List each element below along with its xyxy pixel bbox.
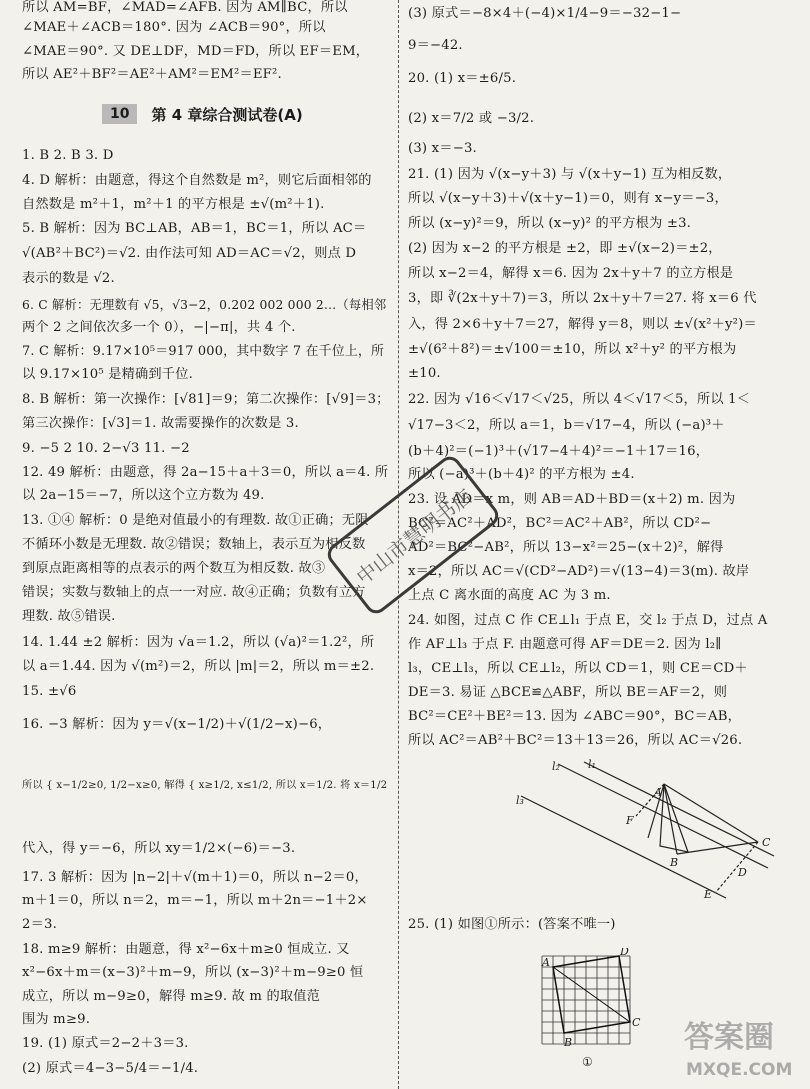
left-text-line: 14. 1.44 ±2 解析：因为 √a＝1.2，所以 (√a)²＝1.2²，所 bbox=[22, 635, 375, 650]
label-d: D bbox=[738, 866, 747, 879]
right-text-line: (2) x＝7/2 或 −3/2. bbox=[408, 111, 535, 126]
column-divider bbox=[398, 0, 399, 1089]
segment-bc bbox=[677, 842, 758, 854]
left-text-line: 所以 AM=BF，∠MAD=∠AFB. 因为 AM∥BC，所以 bbox=[22, 0, 348, 15]
line-l3 bbox=[521, 796, 726, 898]
left-text-line: 4. D 解析：由题意，得这个自然数是 m²，则它后面相邻的 bbox=[22, 173, 372, 188]
right-text-line: 上点 C 离水面的高度 AC 为 3 m. bbox=[408, 588, 611, 603]
right-text-line: 所以 x−2＝4，解得 x＝6. 因为 2x＋y＋7 的立方根是 bbox=[408, 266, 734, 281]
left-text-line: 15. ±√6 bbox=[22, 684, 77, 699]
left-text-line: 5. B 解析：因为 BC⊥AB，AB＝1，BC＝1，所以 AC＝ bbox=[22, 221, 367, 236]
left-text-line: 第三次操作：[√3]＝1. 故需要操作的次数是 3. bbox=[22, 416, 299, 431]
left-column bbox=[22, 0, 392, 1089]
grid-label-d: D bbox=[620, 948, 629, 958]
right-text-line: (2) 因为 x−2 的平方根是 ±2，即 ±√(x−2)＝±2， bbox=[408, 241, 722, 256]
label-l3: l₃ bbox=[516, 794, 524, 807]
right-text-line: BC²＝CE²＋BE²＝13. 因为 ∠ABC＝90°，BC＝AB， bbox=[408, 709, 741, 724]
label-c: C bbox=[762, 836, 771, 849]
left-text-line: √(AB²＋BC²)＝√2. 由作法可知 AD＝AC＝√2，则点 D bbox=[22, 246, 357, 261]
left-text-line: x²−6x＋m＝(x−3)²＋m−9，所以 (x−3)²＋m−9≥0 恒 bbox=[22, 965, 364, 980]
right-text-line: l₃，CE⊥l₃，所以 CE⊥l₂，所以 CD＝1，则 CE＝CD＋ bbox=[408, 661, 748, 676]
left-text-line: 6. C 解析：无理数有 √5，√3−2，0.202 002 000 2…（每相邻 bbox=[22, 298, 387, 312]
section-title: 第 4 章综合测试卷(A) bbox=[151, 105, 303, 124]
right-text-line: 3，即 ∛(2x＋y＋7)＝3，所以 2x＋y＋7＝27. 将 x＝6 代 bbox=[408, 291, 757, 306]
left-text-line: (2) 原式＝4−3−5/4＝−1/4. bbox=[22, 1061, 199, 1076]
segment-ab bbox=[664, 784, 677, 854]
watermark-url: MXQE.COM bbox=[686, 1060, 793, 1080]
right-text-line: (b＋4)²＝(−1)³＋(√17−4＋4)²＝−1＋17＝16， bbox=[408, 444, 710, 459]
section-number: 10 bbox=[102, 104, 137, 124]
right-text-line: 所以 (x−y)²＝9，所以 (x−y)² 的平方根为 ±3. bbox=[408, 216, 692, 231]
left-text-line: 以 a＝1.44. 因为 √(m²)＝2，所以 |m|＝2，所以 m＝±2. bbox=[22, 659, 375, 674]
right-text-line: 22. 因为 √16＜√17＜√25，所以 4＜√17＜5，所以 1＜ bbox=[408, 392, 751, 407]
right-text-line: 作 AF⊥l₃ 于点 F. 由题意可得 AF＝DE＝2. 因为 l₂∥ bbox=[408, 637, 722, 652]
label-l2: l₂ bbox=[552, 760, 560, 773]
grid-figure-q25 bbox=[536, 948, 644, 1080]
right-text-line: 所以 AC²＝AB²＋BC²＝13＋13＝26，所以 AC＝√26. bbox=[408, 733, 743, 748]
left-text-line: 两个 2 之间依次多一个 0），−|−π|，共 4 个. bbox=[22, 320, 296, 335]
right-text-line: 9＝−42. bbox=[408, 38, 463, 53]
left-text-line: 成立，所以 m−9≥0，解得 m≥9. 故 m 的取值范 bbox=[22, 989, 321, 1004]
right-text-line: ±√(6²＋8²)＝±√100＝±10，所以 x²＋y² 的平方根为 bbox=[408, 342, 737, 357]
left-text-line: 7. C 解析：9.17×10⁵＝917 000，其中数字 7 在千位上，所 bbox=[22, 344, 385, 359]
left-text-line: 9. −5 2 10. 2−√3 11. −2 bbox=[22, 441, 190, 456]
label-e: E bbox=[704, 888, 713, 901]
watermark-main: 答案圈 bbox=[684, 1020, 774, 1055]
left-text-line: 所以 { x−1/2≥0, 1/2−x≥0, 解得 { x≥1/2, x≤1/2, 所以 x＝1/2. 将 x＝1/2 bbox=[22, 780, 388, 791]
left-text-line: 13. ①④ 解析：0 是绝对值最小的有理数. 故①正确；无限 bbox=[22, 513, 369, 528]
right-text-line: 所以 √(x−y＋3)＋√(x＋y−1)＝0，则有 x−y＝−3， bbox=[408, 191, 728, 206]
right-text-line: 入，得 2×6＋y＋7＝27，解得 y＝8，则以 ±√(x²＋y²)＝ bbox=[408, 317, 757, 332]
right-column bbox=[408, 0, 793, 1089]
right-text-line: BC²＝AC²＋AD²，BC²＝AC²＋AB²，所以 CD²− bbox=[408, 516, 712, 531]
left-text-line: ∠MAE＝90°. 又 DE⊥DF，MD＝FD，所以 EF＝EM， bbox=[22, 44, 370, 59]
left-text-line: 以 9.17×10⁵ 是精确到千位. bbox=[22, 367, 193, 382]
right-text-line: (3) x＝−3. bbox=[408, 141, 477, 156]
geometry-figure-q24 bbox=[506, 756, 786, 902]
section-heading bbox=[102, 102, 303, 126]
right-text-line: 20. (1) x＝±6/5. bbox=[408, 71, 517, 86]
right-text-line: DE＝3. 易证 △BCE≌△ABF，所以 BE＝AF＝2，则 bbox=[408, 685, 728, 700]
left-text-line: 8. B 解析：第一次操作：[√81]＝9；第二次操作：[√9]＝3； bbox=[22, 392, 390, 407]
left-text-line: 19. (1) 原式＝2−2＋3＝3. bbox=[22, 1036, 189, 1051]
left-text-line: 17. 3 解析：因为 |n−2|＋√(m＋1)＝0，所以 n−2＝0， bbox=[22, 870, 368, 885]
left-text-line: 18. m≥9 解析：由题意，得 x²−6x＋m≥0 恒成立. 又 bbox=[22, 942, 350, 957]
right-text-line: ±10. bbox=[408, 366, 441, 381]
left-text-line: 所以 AE²＋BF²＝AE²＋AM²＝EM²＝EF². bbox=[22, 67, 282, 82]
left-text-line: 不循环小数是无理数. 故②错误；数轴上，表示互为相反数 bbox=[22, 537, 366, 552]
left-text-line: 12. 49 解析：由题意，得 2a−15＋a＋3＝0，所以 a＝4. 所 bbox=[22, 465, 389, 480]
stamp-text: 中山市慧明书店 bbox=[351, 484, 477, 590]
right-text-line: 所以 (−a)³＋(b＋4)² 的平方根为 ±4. bbox=[408, 467, 635, 482]
grid-label-b: B bbox=[564, 1036, 573, 1049]
left-text-line: 错误；实数与数轴上的点一一对应. 故④正确；负数有立方 bbox=[22, 585, 366, 600]
left-text-line: 表示的数是 √2. bbox=[22, 271, 115, 286]
figure-caption: ① bbox=[582, 1055, 593, 1069]
right-text-line: (3) 原式＝−8×4＋(−4)×1/4−9＝−32−1− bbox=[408, 6, 682, 21]
left-text-line: 2＝3. bbox=[22, 917, 57, 932]
left-text-line: 代入，得 y＝−6，所以 xy＝1/2×(−6)＝−3. bbox=[22, 841, 296, 856]
left-text-line: 围为 m≥9. bbox=[22, 1012, 91, 1027]
right-text-line: 25. (1) 如图①所示：(答案不唯一) bbox=[408, 917, 616, 932]
left-text-line: 到原点距离相等的点表示的两个数互为相反数. 故③ bbox=[22, 561, 326, 576]
right-text-line: 24. 如图，过点 C 作 CE⊥l₁ 于点 E，交 l₂ 于点 D，过点 A bbox=[408, 613, 768, 628]
line-l2 bbox=[558, 764, 768, 868]
grid-label-c: C bbox=[632, 1016, 641, 1029]
label-a: A bbox=[654, 786, 662, 799]
grid-label-a: A bbox=[542, 956, 550, 969]
left-text-line: 自然数是 m²＋1，m²＋1 的平方根是 ±√(m²＋1). bbox=[22, 197, 325, 212]
right-text-line: x＝2，所以 AC＝√(CD²−AD²)＝√(13−4)＝3(m). 故岸 bbox=[408, 564, 750, 579]
segment-ac bbox=[664, 784, 758, 842]
left-text-line: 16. −3 解析：因为 y＝√(x−1/2)＋√(1/2−x)−6， bbox=[22, 717, 332, 732]
left-text-line: 理数. 故⑤错误. bbox=[22, 609, 116, 624]
triangle-abc bbox=[660, 784, 688, 852]
left-text-line: m＋1＝0，所以 n＝2，m＝−1，所以 m＋2n＝−1＋2× bbox=[22, 893, 368, 908]
right-text-line: √17−3＜2，所以 a＝1，b＝√17−4，所以 (−a)³＋ bbox=[408, 418, 725, 433]
right-text-line: AD²＝BC²−AB²，所以 13−x²＝25−(x＋2)²，解得 bbox=[408, 540, 724, 555]
right-text-line: 23. 设 AD＝x m，则 AB＝AD＋BD＝(x＋2) m. 因为 bbox=[408, 492, 736, 507]
segment-ce bbox=[716, 842, 758, 892]
label-f: F bbox=[626, 814, 634, 827]
label-l1: l₁ bbox=[588, 758, 596, 771]
left-text-line: ∠MAE＋∠ACB＝180°. 因为 ∠ACB＝90°，所以 bbox=[22, 20, 326, 35]
grid-diagonal bbox=[553, 967, 630, 1022]
left-text-line: 1. B 2. B 3. D bbox=[22, 148, 114, 163]
label-b: B bbox=[670, 856, 679, 869]
right-text-line: 21. (1) 因为 √(x−y＋3) 与 √(x＋y−1) 互为相反数， bbox=[408, 167, 732, 182]
left-text-line: 以 2a−15＝−7，所以这个立方数为 49. bbox=[22, 488, 265, 503]
